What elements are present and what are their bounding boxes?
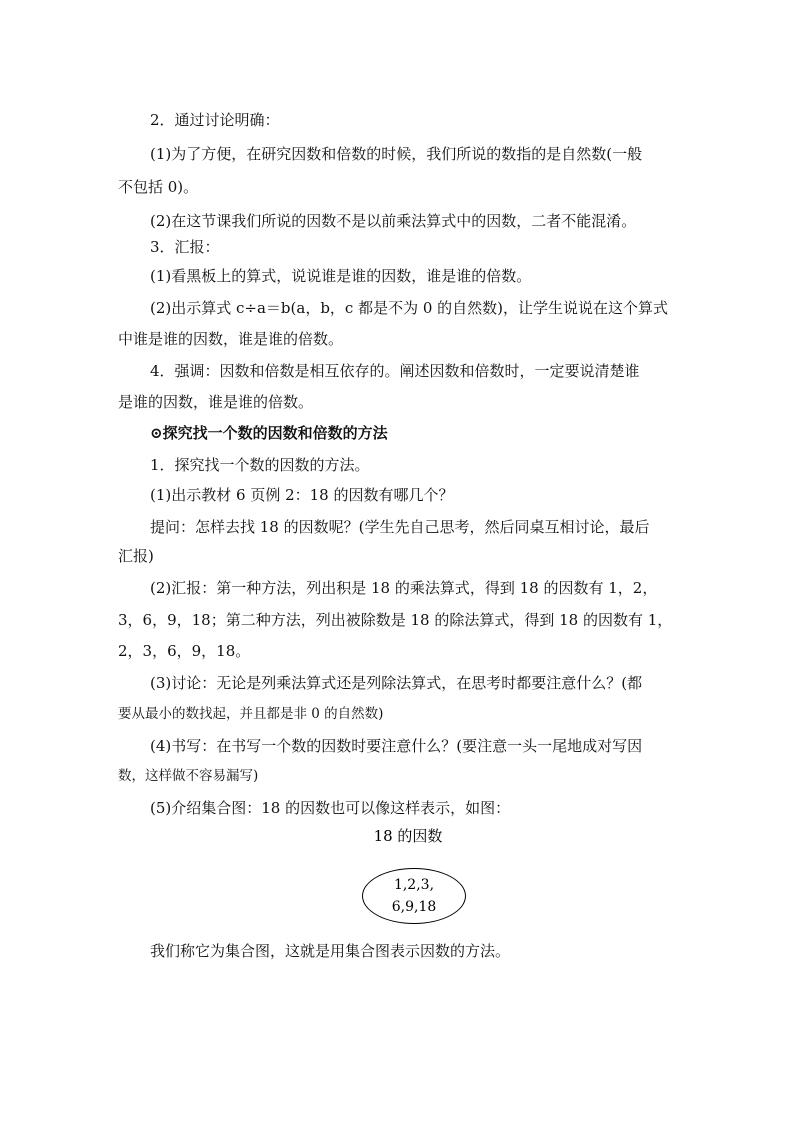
text-line: (2)汇报：第一种方法，列出积是 18 的乘法算式，得到 18 的因数有 1，2， xyxy=(150,579,658,597)
text-line: (5)介绍集合图：18 的因数也可以像这样表示，如图： xyxy=(150,799,511,817)
text-line: (1)为了方便，在研究因数和倍数的时候，我们所说的数指的是自然数(一般 xyxy=(150,145,643,163)
text-line: 2，3，6，9，18。 xyxy=(118,642,251,660)
text-line: (2)在这节课我们所说的因数不是以前乘法算式中的因数，二者不能混淆。 xyxy=(150,212,637,230)
text-line: 要从最小的数找起，并且都是非 0 的自然数) xyxy=(118,706,384,722)
set-diagram-row: 1,2,3, xyxy=(393,877,435,893)
text-line: 我们称它为集合图，这就是用集合图表示因数的方法。 xyxy=(150,942,511,960)
set-diagram-ellipse xyxy=(362,868,466,924)
text-line: (1)看黑板上的算式，说说谁是谁的因数，谁是谁的倍数。 xyxy=(150,267,532,285)
text-line: 提问：怎样去找 18 的因数呢？(学生先自己思考，然后同桌互相讨论，最后 xyxy=(150,518,650,536)
text-line: 不包括 0)。 xyxy=(118,178,199,196)
text-line: (3)讨论：无论是列乘法算式还是列除法算式，在思考时都要注意什么？(都 xyxy=(150,674,643,692)
text-line: 1．探究找一个数的因数的方法。 xyxy=(150,456,370,474)
text-line: 3，6，9，18；第二种方法，列出被除数是 18 的除法算式，得到 18 的因数有 1， xyxy=(118,611,673,629)
text-line: 2．通过讨论明确： xyxy=(150,111,280,129)
text-line: 3．汇报： xyxy=(150,238,220,256)
text-line: 4．强调：因数和倍数是相互依存的。阐述因数和倍数时，一定要说清楚谁 xyxy=(150,362,640,380)
set-diagram-row: 6,9,18 xyxy=(391,899,437,915)
text-line: 中谁是谁的因数，谁是谁的倍数。 xyxy=(118,330,344,348)
text-line: (2)出示算式 c÷a＝b(a，b，c 都是不为 0 的自然数)，让学生说说在这个算式 xyxy=(150,299,669,317)
text-line: (1)出示教材 6 页例 2：18 的因数有哪几个？ xyxy=(150,486,454,504)
text-line: 汇报) xyxy=(118,547,154,565)
diagram-caption: 18 的因数 xyxy=(373,827,443,845)
section-heading: ⊙探究找一个数的因数和倍数的方法 xyxy=(150,424,388,442)
text-line: (4)书写：在书写一个数的因数时要注意什么？(要注意一头一尾地成对写因 xyxy=(150,737,643,755)
text-line: 数，这样做不容易漏写) xyxy=(118,768,259,784)
text-line: 是谁的因数，谁是谁的倍数。 xyxy=(118,393,314,411)
